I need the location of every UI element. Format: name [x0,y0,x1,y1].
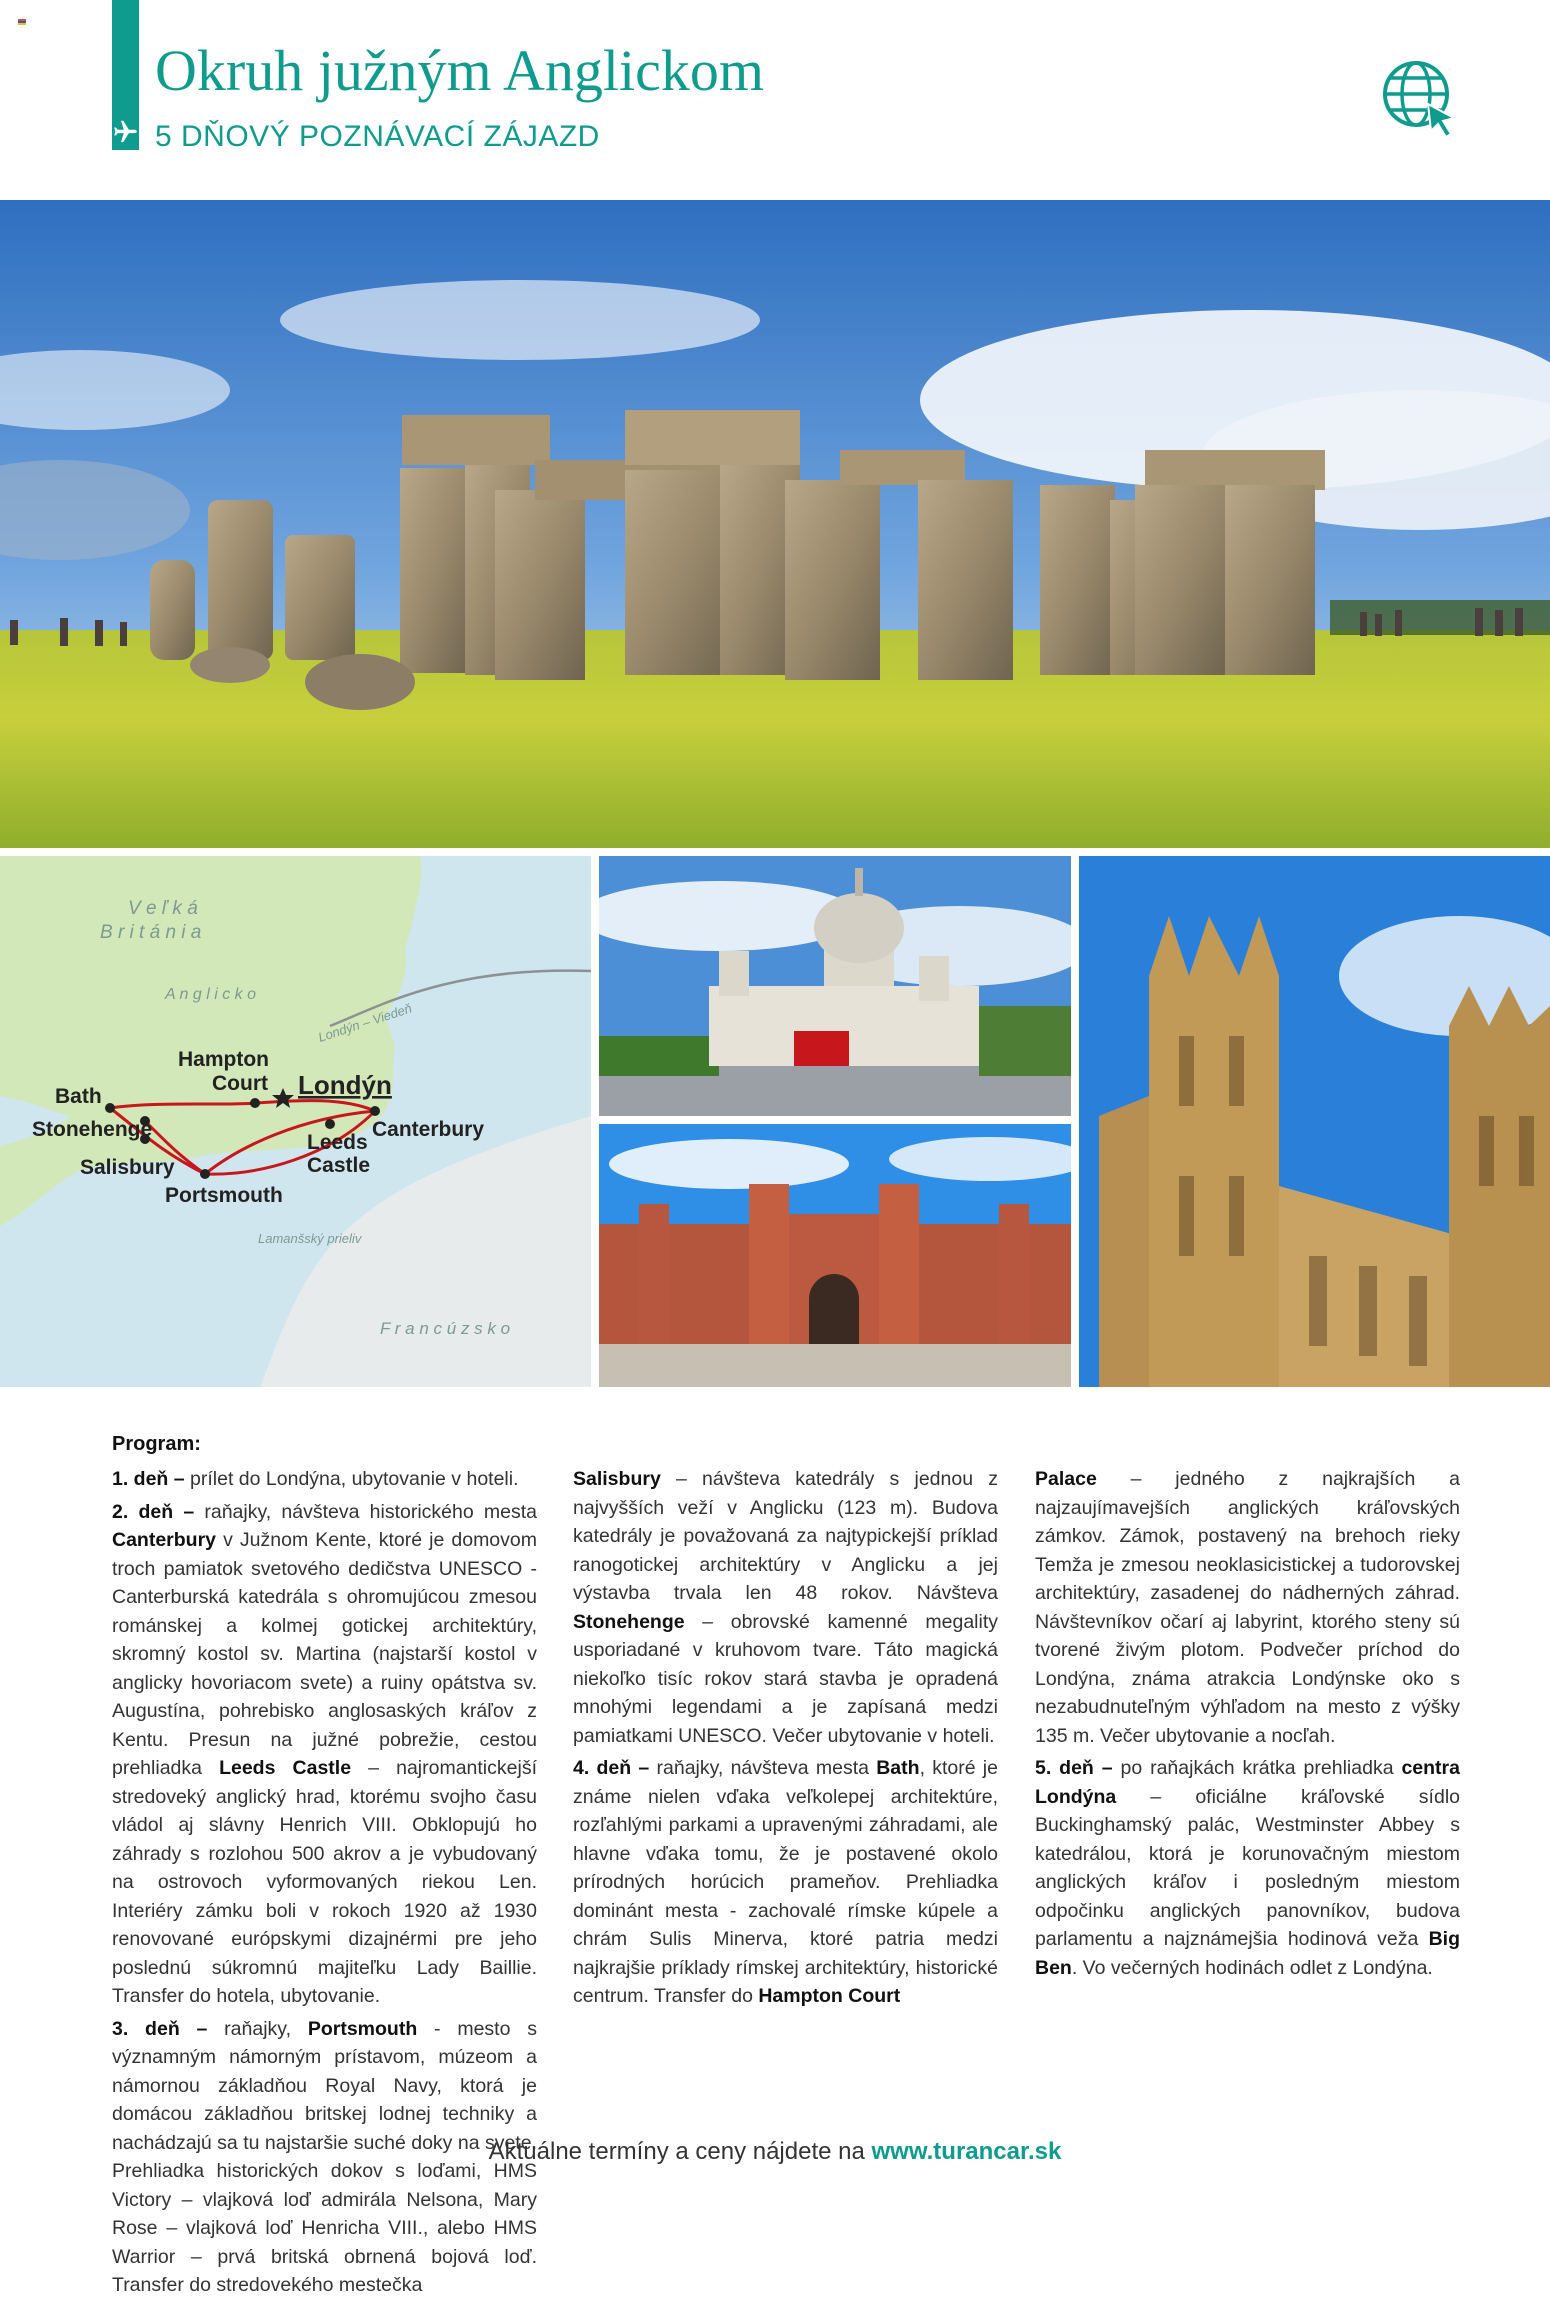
st-pauls-cathedral-photo [599,856,1071,1116]
map-label-great-britain-1: V e ľ k á [128,898,198,919]
flag-icon [18,19,26,25]
day-4: 4. deň – raňajky, návšteva mesta Bath, ktoré je známe nielen vďaka veľkolepej architektúre, rozľahlými parkami a upravenými záhradami, ale hlavne vďaka tomu, že je postavené okolo prírodných horúcich prameňov. Prehliadka dominánt mesta - zachovalé rímske kúpele a chrám Sulis Minerva, ktoré patria medzi najkrajšie príklady rímskej architektúry, historické centrum. Transfer do Hampton Court [573,1757,998,2007]
map-city-canterbury: Canterbury [372,1118,485,1141]
map-city-stonehenge: Stonehenge [32,1118,153,1141]
program-column-2 [573,1465,998,2015]
map-city-bath: Bath [55,1085,102,1108]
map-city-leeds-1: Leeds [307,1131,368,1154]
website-link[interactable]: www.turancar.sk [871,2138,1062,2165]
day-1: 1. deň – prílet do Londýna, ubytovanie v hoteli. [112,1468,519,1490]
footer: Aktuálne termíny a ceny nájdete na www.turancar.sk [488,2138,1062,2165]
map-city-london: Londýn [298,1070,392,1100]
day-2: 2. deň – raňajky, návšteva historického mesta Canterbury v Južnom Kente, ktoré je domovom troch pamiatok svetového dedičstva UNESCO - Canterburská katedrála s ohromujúcou zmesou románskej a kolmej gotickej architektúry, skromný kostol sv. Martina (najstarší kostol v anglicky hovoriacom svete) a ruiny opátstva sv. Augustína, pohrebisko anglosaských kráľov z Kentu. Presun na južné pobrežie, cestou prehliadka Leeds Castle – najromantickejší stredoveký anglický hrad, ktorému svojho času vládol aj slávny Henrich VIII. Obklopujú ho záhrady s rozlohou 500 akrov a je vybudovaný na ostrovoch vyformovaných riekou Len. Interiéry zámku boli v rokoch 1920 až 1930 renovované európskymi dizajnérmi pre jeho poslednú súkromnú majiteľku Lady Baillie. Transfer do hotela, ubytovanie. [112,1500,537,2007]
map-city-hampton-1: Hampton [178,1048,269,1071]
program-column-3 [1035,1465,1460,1986]
day-3-continued: Salisbury – návšteva katedrály s jednou z najvyšších veží v Anglicku (123 m). Budova katedrály je považovaná za najtypickejší príklad ranogotickej architektúry v Anglicku a jej výstavba trvala len 48 rokov. Návšteva Stonehenge – obrovské kamenné megality usporiadané v kruhovom tvare. Táto magická niekoľko tisíc rokov stará stavba je opradená mnohými legendami a je zapísaná medzi pamiatkami UNESCO. Večer ubytovanie v hoteli. [573,1468,998,1747]
hampton-court-photo [599,1124,1071,1387]
day-5: 5. deň – po raňajkách krátka prehliadka centra Londýna – oficiálne kráľovské sídlo Buckinghamský palác, Westminster Abbey s katedrálou, ktorá je korunovačným miestom anglických kráľov i posledným miestom odpočinku anglických panovníkov, budova parlamentu a najznámejšia hodinová veža Big Ben. Vo večerných hodinách odlet z Londýna. [1035,1757,1460,1979]
map-label-channel: Lamanšský prieliv [258,1231,362,1246]
day-3: 3. deň – raňajky, Portsmouth - mesto s významným námorným prístavom, múzeom a námornou základňou Royal Navy, ktorá je domácou základňou britskej lodnej techniky a nachádzajú sa tu najstaršie suché doky na svete. Prehliadka historických dokov s loďami, HMS Victory – vlajková loď admirála Nelsona, Mary Rose – vlajková loď Henricha VIII., alebo HMS Warrior – prvá britská obrnená bojová loď. Transfer do stredovekého mestečka [112,2017,537,2296]
airplane-icon [112,118,139,146]
map-label-route: Londýn – Viedeň [316,1000,414,1045]
day-4-continued: Palace – jedného z najkrajších a najzaujímavejších anglických kráľovských zámkov. Zámok, postavený na brehoch rieky Temža je zmesou neoklasicistickej a tudorovskej architektúry, zasadenej do nádherných záhrad. Návštevníkov očarí aj labyrint, ktorého steny sú tvorené živým plotom. Podvečer príchod do Londýna, známa atrakcia Londýnske oko s nezabudnuteľným výhľadom na mesto z výšky 135 m. Večer ubytovanie a nocľah. [1035,1468,1460,1747]
globe-cursor-icon[interactable] [1380,58,1462,140]
map-label-france: F r a n c ú z s k o [380,1319,511,1338]
stonehenge-photo [0,200,1550,848]
page-title: Okruh južným Anglickom [155,38,764,103]
canterbury-cathedral-photo [1079,856,1550,1387]
page-subtitle: 5 DŇOVÝ POZNÁVACÍ ZÁJAZD [155,120,600,153]
map-city-portsmouth: Portsmouth [165,1184,283,1207]
route-map [0,856,591,1387]
program-column-1 [112,1465,537,2304]
program-heading: Program: [112,1433,201,1455]
map-label-england: A n g l i c k o [165,986,256,1003]
map-label-great-britain-2: B r i t á n i a [100,922,202,943]
map-city-salisbury: Salisbury [80,1156,175,1179]
map-city-leeds-2: Castle [307,1154,371,1177]
map-city-hampton-2: Court [212,1072,268,1095]
